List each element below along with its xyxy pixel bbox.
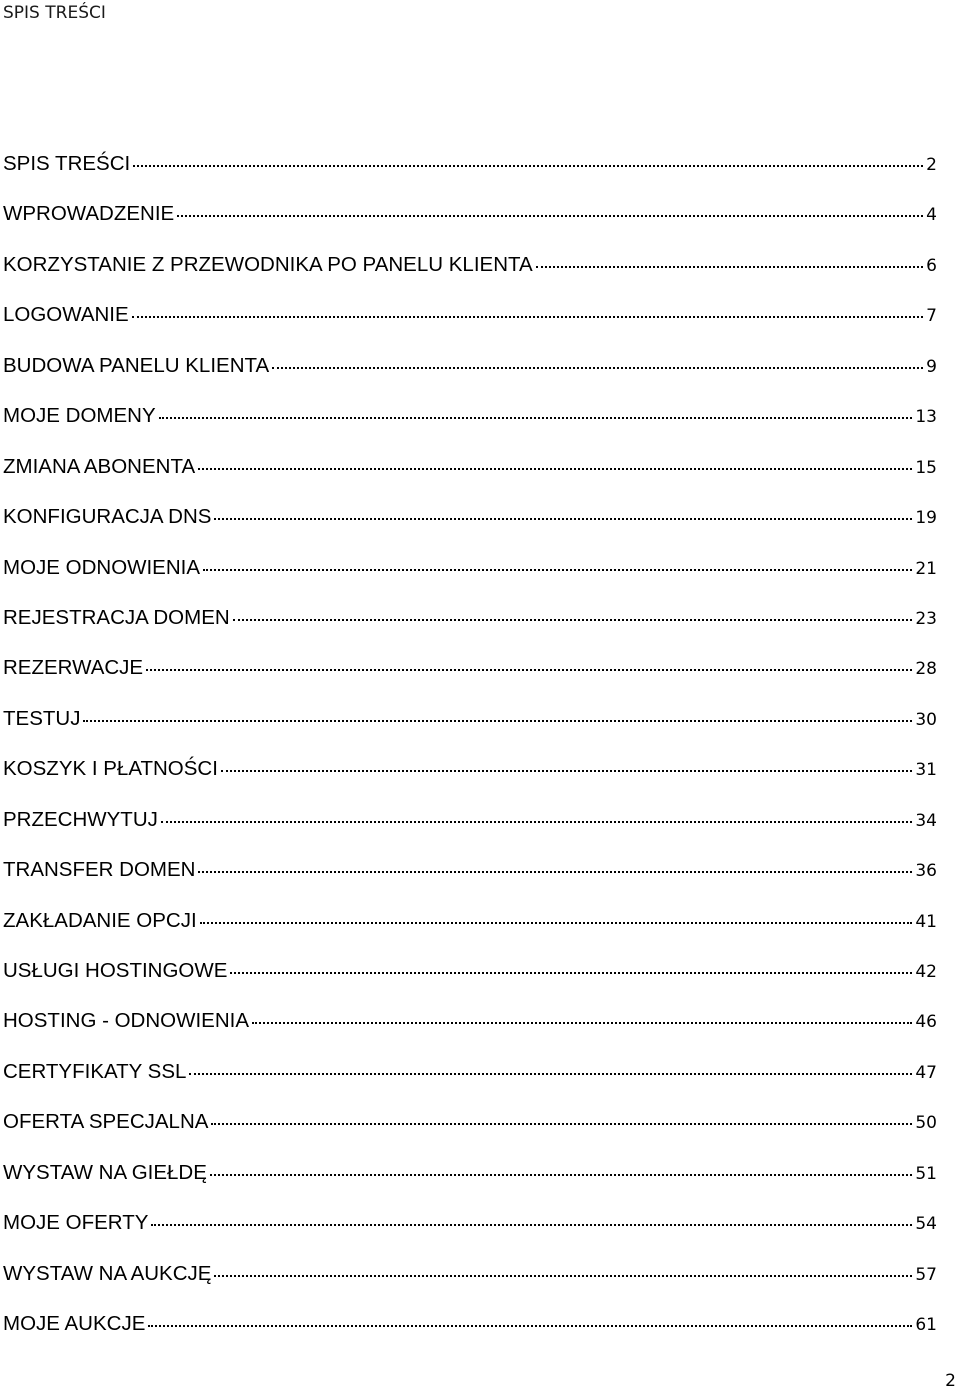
toc-entry-title: CERTYFIKATY SSL xyxy=(3,1059,187,1083)
toc-entry-title: WYSTAW NA GIEŁDĘ xyxy=(3,1160,207,1184)
toc-entry-page-number: 54 xyxy=(915,1214,937,1235)
toc-entry-page-number: 15 xyxy=(915,457,937,478)
toc-entry[interactable] xyxy=(3,697,937,747)
toc-entry-title: KOSZYK I PŁATNOŚCI xyxy=(3,757,218,781)
toc-entry-title: ZMIANA ABONENTA xyxy=(3,454,196,478)
toc-dot-leader xyxy=(161,821,912,823)
toc-entry-title: BUDOWA PANELU KLIENTA xyxy=(3,353,270,377)
toc-entry-page-number: 36 xyxy=(915,861,937,882)
toc-entry-title: REZERWACJE xyxy=(3,656,144,680)
toc-entry[interactable] xyxy=(3,848,937,898)
toc-entry-page-number: 19 xyxy=(915,508,937,529)
toc-entry-page-number: 21 xyxy=(915,558,937,579)
toc-dot-leader xyxy=(214,1275,912,1277)
toc-entry-page-number: 31 xyxy=(915,760,937,781)
toc-dot-leader xyxy=(214,518,912,520)
toc-dot-leader xyxy=(252,1022,912,1024)
toc-entry-title: MOJE OFERTY xyxy=(3,1211,149,1235)
toc-entry-page-number: 51 xyxy=(915,1163,937,1184)
toc-dot-leader xyxy=(272,367,923,369)
toc-entry[interactable] xyxy=(3,142,937,192)
toc-entry-page-number: 34 xyxy=(915,810,937,831)
toc-entry[interactable] xyxy=(3,949,937,999)
toc-dot-leader xyxy=(536,266,923,268)
toc-entry-title: SPIS TREŚCI xyxy=(3,152,131,175)
toc-entry[interactable] xyxy=(3,899,937,949)
toc-entry-title: WPROWADZENIE xyxy=(3,202,175,226)
toc-entry-page-number: 42 xyxy=(915,962,937,982)
toc-dot-leader xyxy=(151,1224,912,1226)
toc-entry-page-number: 46 xyxy=(915,1012,937,1033)
toc-dot-leader xyxy=(132,316,923,318)
toc-entry[interactable] xyxy=(3,445,937,495)
toc-entry-page-number: 41 xyxy=(915,911,937,932)
toc-entry-page-number: 47 xyxy=(915,1062,937,1083)
page-header-title: SPIS TREŚCI xyxy=(3,3,106,23)
toc-entry-page-number: 23 xyxy=(915,608,937,629)
toc-dot-leader xyxy=(198,468,912,470)
toc-entry-page-number: 61 xyxy=(915,1315,937,1336)
toc-dot-leader xyxy=(230,972,912,974)
toc-dot-leader xyxy=(200,922,913,924)
toc-dot-leader xyxy=(177,215,923,217)
toc-entry-title: HOSTING - ODNOWIENIA xyxy=(3,1009,249,1033)
toc-entry[interactable] xyxy=(3,1302,937,1352)
toc-entry-title: OFERTA SPECJALNA xyxy=(3,1110,209,1134)
toc-entry-page-number: 30 xyxy=(915,709,937,730)
toc-entry-title: KORZYSTANIE Z PRZEWODNIKA PO PANELU KLIENTA xyxy=(3,252,533,276)
toc-entry[interactable] xyxy=(3,344,937,394)
toc-dot-leader xyxy=(203,569,912,571)
toc-entry[interactable] xyxy=(3,999,937,1049)
toc-dot-leader xyxy=(146,669,912,671)
toc-entry[interactable] xyxy=(3,243,937,293)
toc-entry-title: TRANSFER DOMEN xyxy=(3,858,196,882)
toc-dot-leader xyxy=(148,1325,912,1327)
toc-entry-title: TESTUJ xyxy=(3,706,81,730)
toc-entry[interactable] xyxy=(3,546,937,596)
toc-entry[interactable] xyxy=(3,192,937,242)
toc-dot-leader xyxy=(211,1123,912,1125)
toc-entry-title: MOJE DOMENY xyxy=(3,404,156,428)
toc-entry-title: REJESTRACJA DOMEN xyxy=(3,605,230,629)
toc-entry-page-number: 50 xyxy=(915,1113,937,1134)
toc-entry-title: MOJE AUKCJE xyxy=(3,1312,146,1336)
toc-entry-title: WYSTAW NA AUKCJĘ xyxy=(3,1261,212,1285)
toc-entry-title: USŁUGI HOSTINGOWE xyxy=(3,959,228,982)
toc-entry-page-number: 57 xyxy=(915,1264,937,1285)
toc-dot-leader xyxy=(221,770,912,772)
toc-entry[interactable] xyxy=(3,1050,937,1100)
toc-entry[interactable] xyxy=(3,1252,937,1302)
toc-entry[interactable] xyxy=(3,747,937,797)
page-number: 2 xyxy=(945,1371,956,1391)
toc-entry-page-number: 2 xyxy=(926,155,937,175)
toc-entry-page-number: 6 xyxy=(926,255,937,276)
toc-entry-page-number: 4 xyxy=(926,205,937,226)
toc-dot-leader xyxy=(198,871,912,873)
toc-entry[interactable] xyxy=(3,495,937,545)
toc-dot-leader xyxy=(83,720,912,722)
table-of-contents xyxy=(3,142,937,1353)
toc-entry[interactable] xyxy=(3,394,937,444)
toc-entry-page-number: 28 xyxy=(915,659,937,680)
toc-dot-leader xyxy=(233,619,913,621)
toc-entry-page-number: 7 xyxy=(926,306,937,327)
toc-dot-leader xyxy=(159,417,913,419)
toc-dot-leader xyxy=(210,1174,912,1176)
toc-entry[interactable] xyxy=(3,646,937,696)
toc-entry-title: LOGOWANIE xyxy=(3,303,129,327)
toc-entry-title: MOJE ODNOWIENIA xyxy=(3,555,201,579)
toc-entry-title: KONFIGURACJA DNS xyxy=(3,505,212,529)
toc-entry-page-number: 9 xyxy=(926,356,937,377)
toc-entry-page-number: 13 xyxy=(915,407,937,428)
toc-entry-title: ZAKŁADANIE OPCJI xyxy=(3,908,197,932)
toc-entry[interactable] xyxy=(3,1100,937,1150)
toc-entry[interactable] xyxy=(3,798,937,848)
toc-dot-leader xyxy=(189,1073,912,1075)
toc-entry[interactable] xyxy=(3,1151,937,1201)
toc-entry-title: PRZECHWYTUJ xyxy=(3,807,158,831)
toc-entry[interactable] xyxy=(3,293,937,343)
toc-dot-leader xyxy=(133,165,923,167)
toc-entry[interactable] xyxy=(3,1201,937,1251)
toc-entry[interactable] xyxy=(3,596,937,646)
